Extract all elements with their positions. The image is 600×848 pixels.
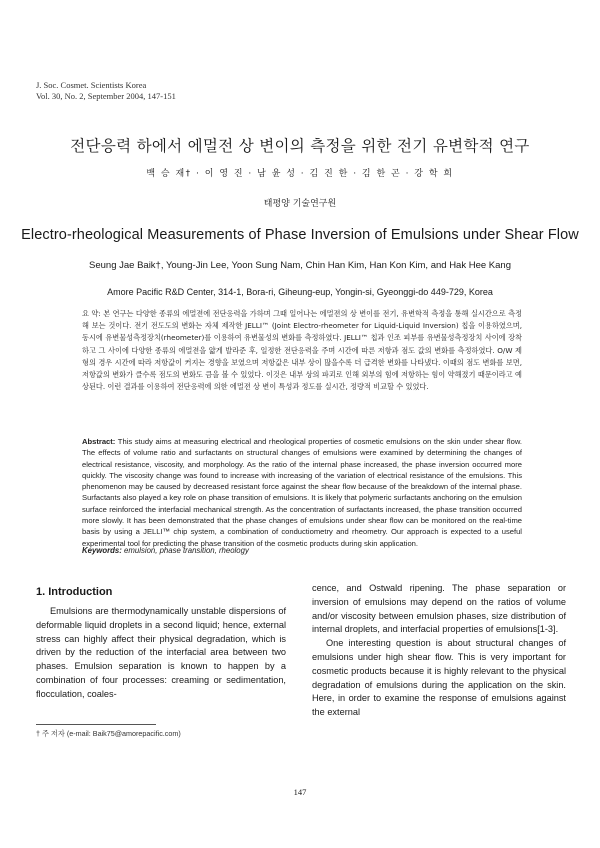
english-title: Electro-rheological Measurements of Phase Inversion of Emulsions under Shear Flow — [21, 227, 579, 243]
left-column — [36, 605, 286, 702]
journal-info — [36, 80, 176, 102]
abstract-label: Abstract: — [82, 437, 116, 446]
english-affiliation: Amore Pacific R&D Center, 314-1, Bora-ri, Giheung-eup, Yongin-si, Gyeonggi-do 449-729, Korea — [107, 287, 493, 297]
keywords — [82, 546, 249, 555]
english-authors: Seung Jae Baik†, Young-Jin Lee, Yoon Sung Nam, Chin Han Kim, Han Kon Kim, and Hak Hee Kang — [89, 260, 511, 271]
korean-authors: 백 승 재† · 이 영 진 · 남 윤 성 · 김 진 한 · 김 한 곤 · 강 학 희 — [146, 169, 454, 179]
right-column — [312, 582, 566, 720]
korean-title: 전단응력 하에서 에멀전 상 변이의 측정을 위한 전기 유변학적 연구 — [70, 137, 530, 155]
section-heading-introduction: 1. Introduction — [36, 586, 113, 598]
journal-name: J. Soc. Cosmet. Scientists Korea — [36, 80, 147, 90]
keywords-label: Keywords: — [82, 546, 122, 555]
page-number: 147 — [293, 787, 307, 797]
journal-volume: Vol. 30, No. 2, September 2004, 147-151 — [36, 91, 176, 101]
keywords-list: emulsion, phase transition, rheology — [121, 546, 249, 555]
intro-paragraph-1-cont: cence, and Ostwald ripening. The phase separation or inversion of emulsions may depend on the ratios of volume and/or viscosity between emulsion phases, size distribution of internal droplets, and interfacial properties of emulsions[1-3]. — [312, 583, 566, 635]
english-abstract — [82, 436, 522, 549]
korean-affiliation: 태평양 기술연구원 — [263, 199, 337, 209]
intro-paragraph-2: One interesting question is about structural changes of emulsions under high shear flow. This is very important for cosmetic products because it is highly relevant to the physical degradation of emulsions during the application on the skin. Here, in order to examine the response of emulsions against the external — [312, 638, 566, 718]
intro-paragraph-1: Emulsions are thermodynamically unstable dispersions of deformable liquid droplets in a second liquid; hence, external stress can highly affect their physical degradation, which is driven by the reduction of the interfacial area between two phases. Emulsion separation is known to happen by a combination of four processes: creaming or sedimentation, flocculation, coales- — [36, 606, 286, 699]
korean-abstract: 요 약: 본 연구는 다양한 종류의 에멀젼에 전단응력을 가하며 그때 일어나는 에멀젼의 상 변이를 전기, 유변학적 측정을 통해 실시간으로 측정해 보는 것이다. 전기 전도도의 변화는 자체 제작한 JELLI™ (Joint Electro-rheometer for Liquid-Liquid Inversion) 칩을 이용하였으며, 동시에 유변물성측정장치(rheometer)를 이용하여 유변물성의 변화를 측정하였다. JELLI™ 칩과 인조 피부를 유변물성측정장치 사이에 장착하고 그 사이에 다양한 종류의 에멀젼을 얇게 발라준 후, 일정한 전단응력을 주며 시간에 따른 저항과 점도 값의 변화를 측정하였다. O/W 제형의 경우 시간에 따라 저항값이 커지는 경향을 보였으며 저항값은 내부 상이 많을수록 더 급격한 변화를 나타냈다. 이때의 점도 변화를 보면, 저항값의 변화가 클수록 점도의 변화도 큼을 볼 수 있었다. 이것은 내부 상의 파괴로 인해 외부의 힘에 저항하는 힘이 약해졌기 때문이라고 예상된다. 이런 결과를 이용하여 전단응력에 의한 에멀젼 상 변이 특성과 정도를 실시간, 정량적 비교할 수 있었다. — [82, 309, 522, 392]
footnote: † 주 저자 (e-mail: Baik75@amorepacific.com) — [36, 729, 181, 738]
footnote-rule — [36, 724, 156, 725]
abstract-body: This study aims at measuring electrical and rheological properties of cosmetic emulsions on the skin under shear flow. The effects of volume ratio and surfactants on structural changes of emulsions were examined by determining the changes of electrical resistance, viscosity, and morphology. As the ratio of the internal phase increased, the phase inversion occurred more quickly. The viscosity change was found to increase with increasing of the variation of electrical resistance of the emulsions. This phenomenon may be caused by decreased resistant force against the shear flow because of the breakdown of the internal phase. Surfactants also played a key role on phase transition of emulsions. It is likely that polymeric surfactants anchoring on the emulsion surface reinforced the interfacial mechanical strength. As the concentration of surfactants increased, the phase transition occurred more slowly. It has been demonstrated that the phase changes of emulsions under shear flow can be monitored on the real-time basis by using a JELLI™ chip system, a combination of conductiometry and rheometry. Our approach is expected to a useful experimental tool for predicting the phase transition of the cosmetic products during skin application. — [82, 437, 522, 548]
